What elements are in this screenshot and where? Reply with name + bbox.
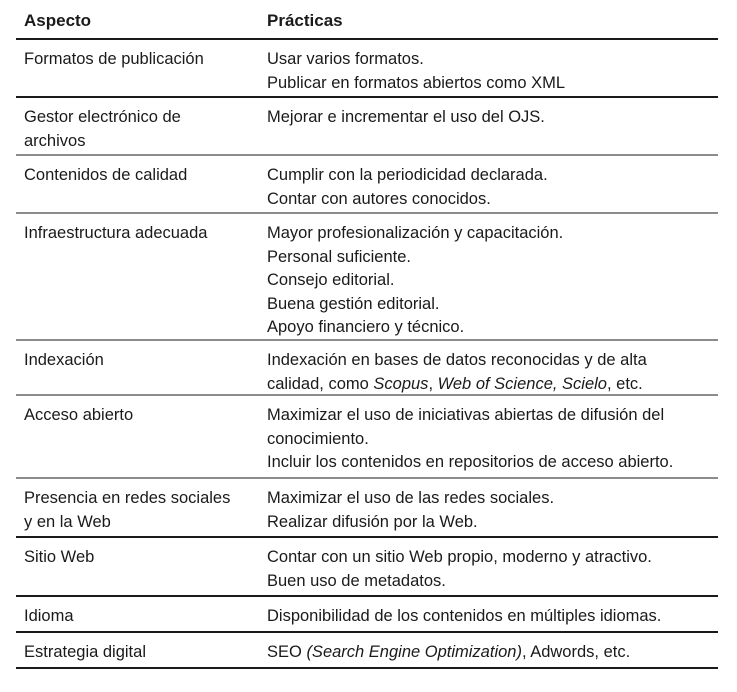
practices-cell: Disponibilidad de los contenidos en múltiples idiomas. [267,607,662,625]
table-row [16,538,718,597]
aspect-cell: Estrategia digital [24,643,146,661]
header-aspect: Aspecto [24,11,92,30]
practices-cell: Maximizar el uso de iniciativas abiertas de difusión del conocimiento. Incluir los contenidos en repositorios de acceso abierto. [267,406,674,471]
header-practices: Prácticas [267,11,343,30]
practices-cell: Mejorar e incrementar el uso del OJS. [267,108,545,126]
practices-table [16,0,718,669]
table-row [16,40,718,98]
table-row [16,98,718,156]
aspect-cell: Gestor electrónico de archivos [24,108,181,150]
table-row [16,156,718,214]
aspect-cell: Sitio Web [24,548,95,566]
aspect-cell: Indexación [24,351,104,369]
table-row [16,633,718,669]
aspect-cell: Idioma [24,607,74,625]
practices-cell: Indexación en bases de datos reconocidas y de alta calidad, como Scopus, Web of Science, Scielo, etc. [267,351,647,393]
table-row [16,341,718,396]
aspect-cell: Contenidos de calidad [24,166,188,184]
aspect-cell: Presencia en redes sociales y en la Web [24,489,231,531]
table-row [16,214,718,341]
table-row [16,597,718,633]
practices-cell: Maximizar el uso de las redes sociales. Realizar difusión por la Web. [267,489,555,531]
practices-cell: Usar varios formatos. Publicar en formatos abiertos como XML [267,50,566,92]
table-row [16,396,718,479]
table-row [16,479,718,538]
practices-cell: Cumplir con la periodicidad declarada. Contar con autores conocidos. [267,166,548,208]
aspect-cell: Formatos de publicación [24,50,204,68]
aspect-cell: Infraestructura adecuada [24,224,208,242]
practices-cell: Mayor profesionalización y capacitación. Personal suficiente. Consejo editorial. Buena gestión editorial. Apoyo financiero y técnico. [267,224,564,336]
practices-cell: Contar con un sitio Web propio, moderno y atractivo. Buen uso de metadatos. [267,548,652,590]
practices-cell: SEO (Search Engine Optimization), Adwords, etc. [267,643,631,661]
aspect-cell: Acceso abierto [24,406,134,424]
table-header [16,0,718,40]
